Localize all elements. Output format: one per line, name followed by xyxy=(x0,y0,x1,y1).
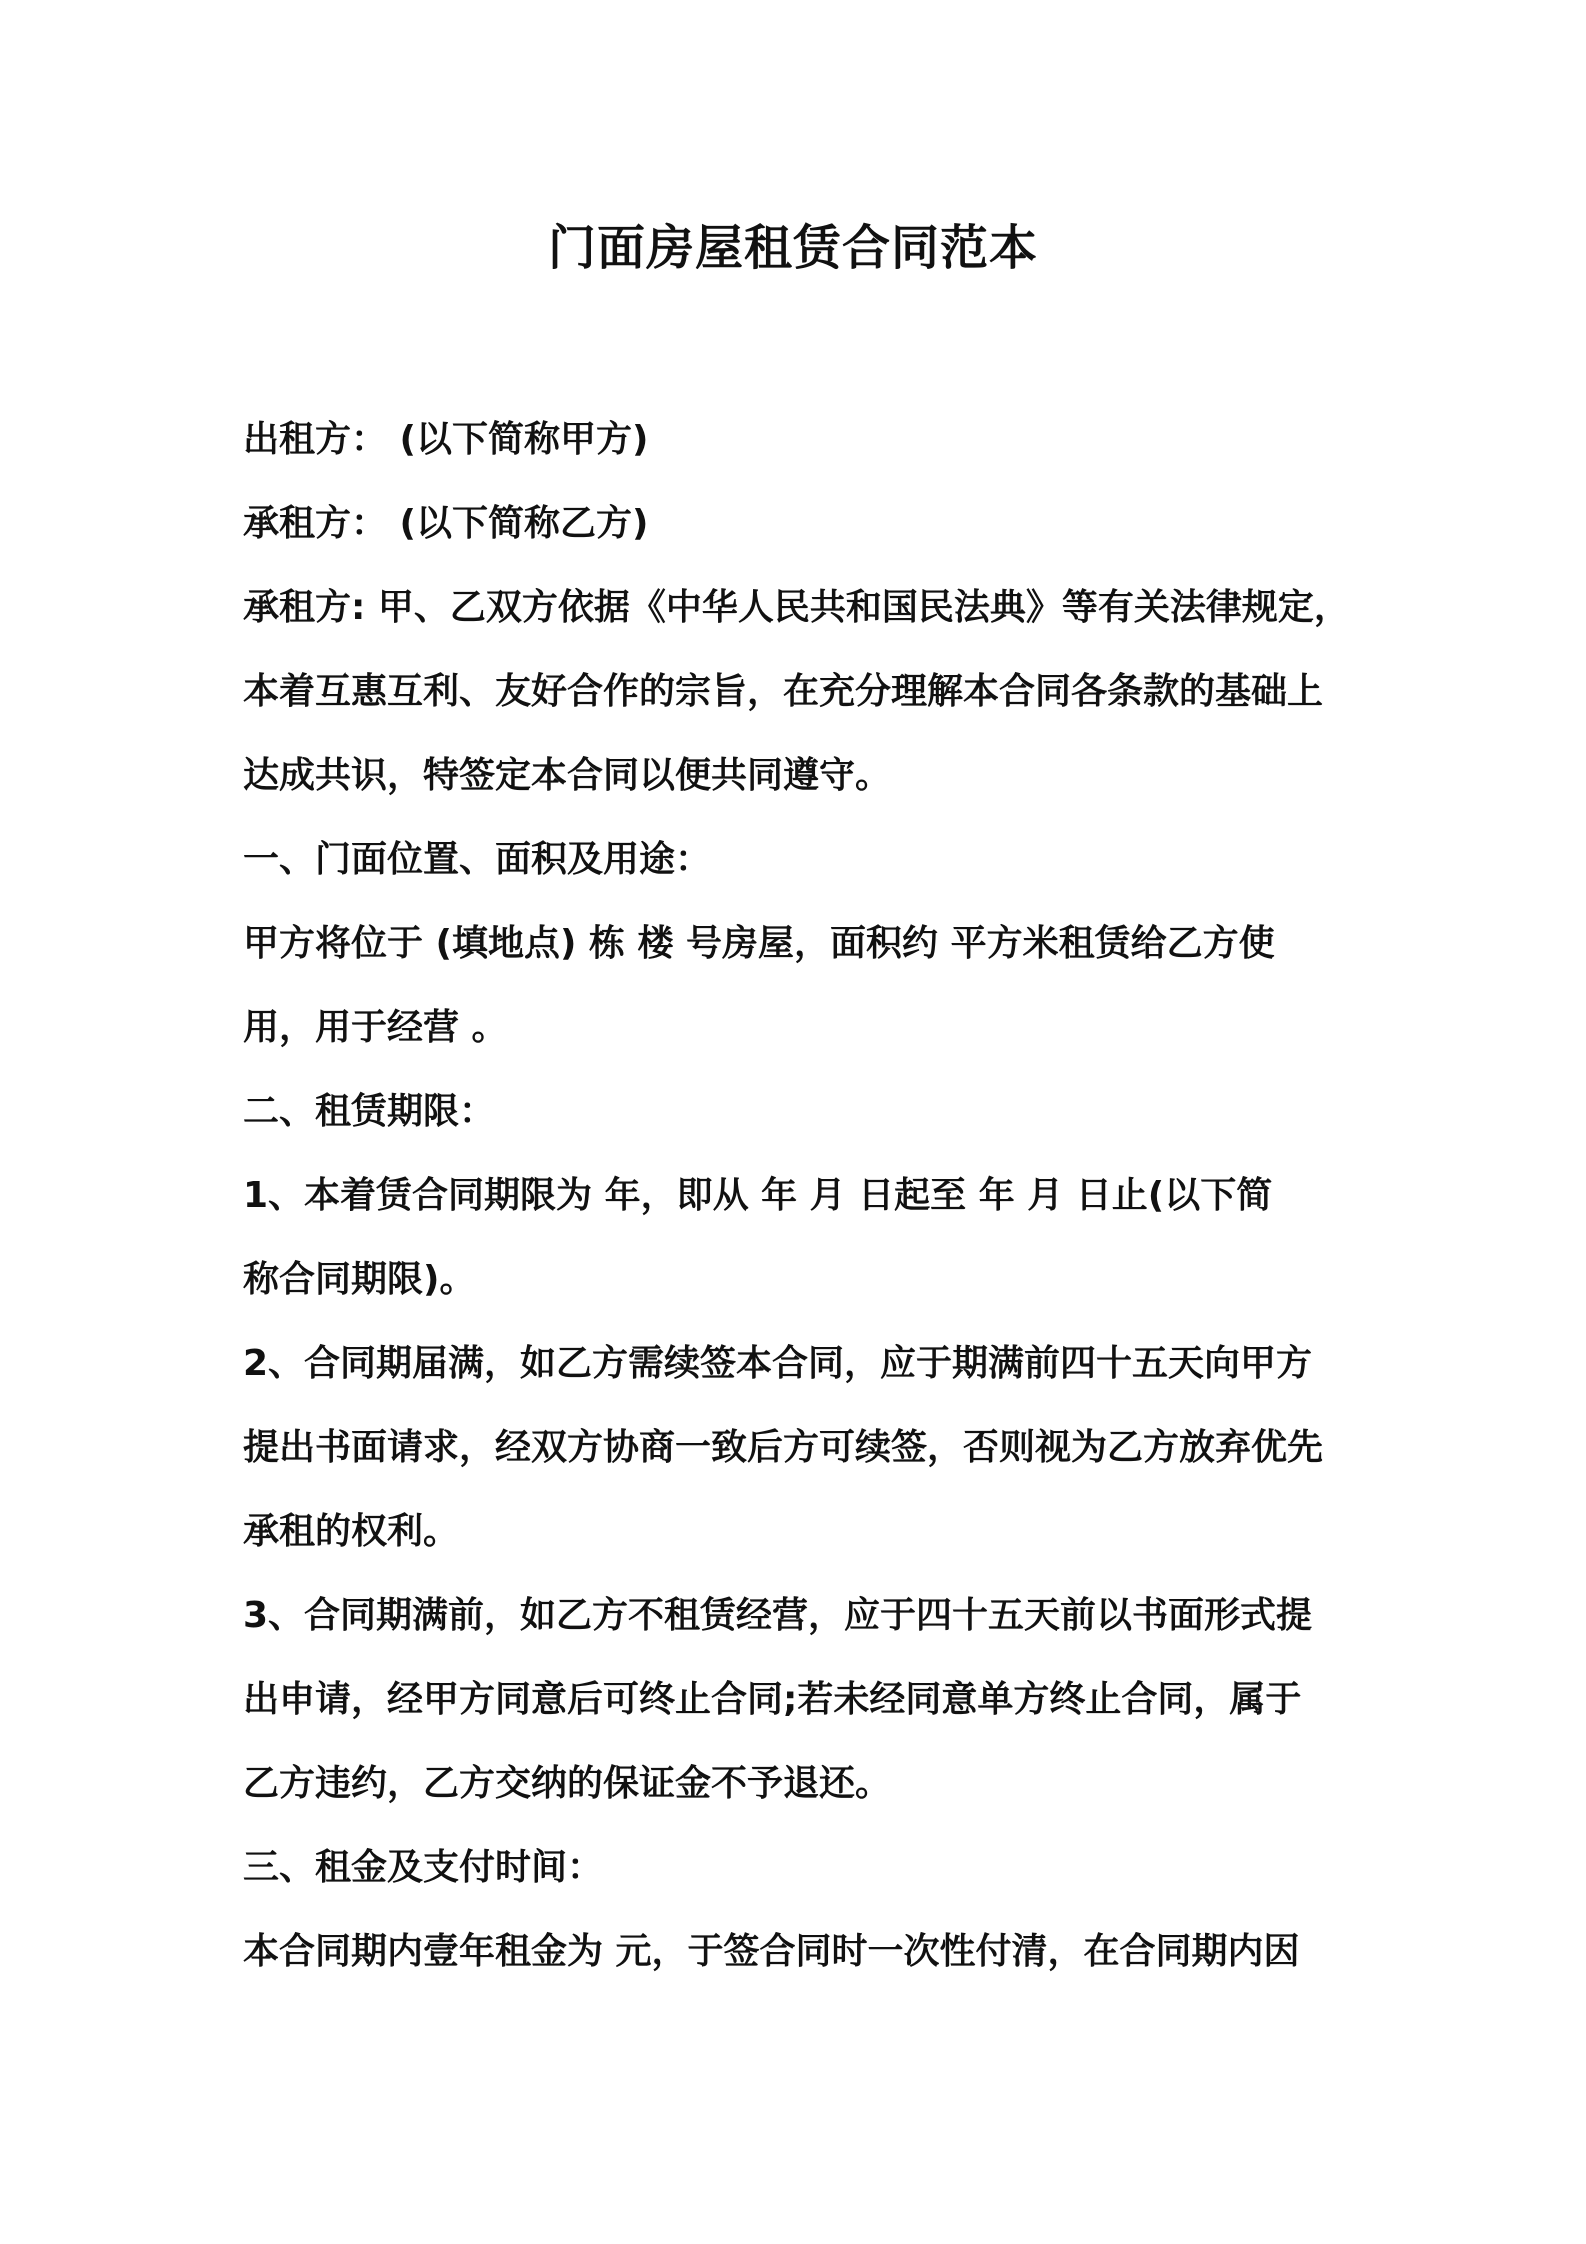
clause-2-2-line-2: 提出书面请求，经双方协商一致后方可续签，否则视为乙方放弃优先 xyxy=(243,1427,1324,1468)
lessee-line: 承租方： (以下简称乙方) xyxy=(243,503,649,544)
clause-2-2-line-3: 承租的权利。 xyxy=(243,1511,460,1552)
preamble-line-1: 承租方: 甲、乙双方依据《中华人民共和国民法典》等有关法律规定， xyxy=(243,587,1350,628)
section-2-heading: 二、租赁期限： xyxy=(243,1091,496,1132)
section-1-heading: 一、门面位置、面积及用途： xyxy=(243,839,712,880)
document-title: 门面房屋租赁合同范本 xyxy=(547,220,1038,276)
section-3-heading: 三、租金及支付时间： xyxy=(243,1847,604,1888)
section-1-text-2: 用，用于经营 。 xyxy=(243,1007,508,1048)
clause-2-3-line-3: 乙方违约，乙方交纳的保证金不予退还。 xyxy=(243,1763,892,1804)
document-body xyxy=(243,398,1363,1994)
preamble-line-2: 本着互惠互利、友好合作的宗旨，在充分理解本合同各条款的基础上 xyxy=(243,671,1324,712)
preamble-line-3: 达成共识，特签定本合同以便共同遵守。 xyxy=(243,755,892,796)
clause-2-1-line-2: 称合同期限)。 xyxy=(243,1259,476,1300)
lessor-line: 出租方： (以下简称甲方) xyxy=(243,419,649,460)
clause-2-3-line-1: 3、合同期满前，如乙方不租赁经营，应于四十五天前以书面形式提 xyxy=(243,1595,1313,1636)
clause-2-2-line-1: 2、合同期届满，如乙方需续签本合同，应于期满前四十五天向甲方 xyxy=(243,1343,1313,1384)
section-1-text-1: 甲方将位于 (填地点) 栋 楼 号房屋，面积约 平方米租赁给乙方使 xyxy=(243,923,1275,964)
section-3-text-1: 本合同期内壹年租金为 元，于签合同时一次性付清，在合同期内因 xyxy=(243,1931,1300,1972)
clause-2-3-line-2: 出申请，经甲方同意后可终止合同;若未经同意单方终止合同，属于 xyxy=(243,1679,1302,1720)
clause-2-1-line-1: 1、本着赁合同期限为 年，即从 年 月 日起至 年 月 日止(以下简 xyxy=(243,1175,1273,1216)
